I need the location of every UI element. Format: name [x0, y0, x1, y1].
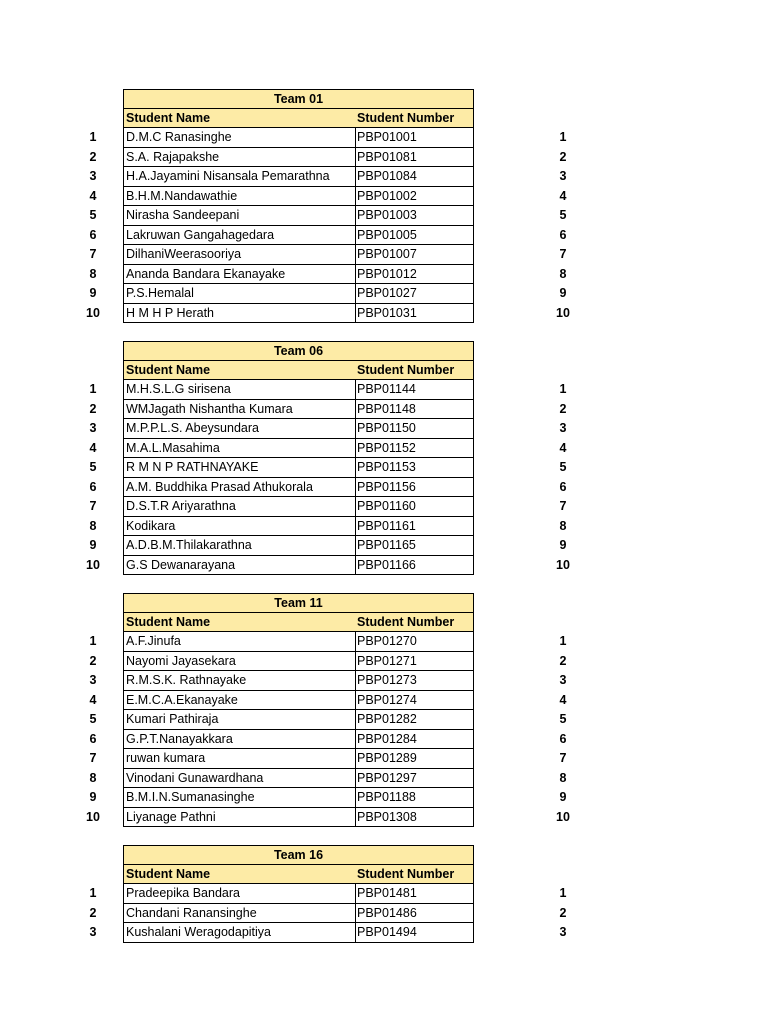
table-row	[0, 128, 768, 148]
student-number-cell[interactable]: PBP01270	[355, 632, 474, 652]
row-index-left[interactable]: 1	[89, 886, 97, 900]
row-index-left[interactable]: 3	[89, 169, 97, 183]
row-index-right[interactable]: 3	[559, 673, 567, 687]
row-index-right[interactable]: 2	[559, 653, 567, 668]
row-index-right[interactable]: 3	[559, 925, 567, 939]
student-name-cell[interactable]: G.P.T.Nanayakkara	[123, 730, 356, 750]
student-number-cell[interactable]: PBP01308	[355, 808, 474, 828]
student-name-cell[interactable]: G.S Dewanarayana	[123, 556, 356, 576]
table-row	[0, 400, 768, 420]
team-title-row	[0, 341, 768, 361]
header-row	[0, 865, 768, 885]
team-title[interactable]: Team 11	[123, 593, 474, 613]
student-name-cell[interactable]: WMJagath Nishantha Kumara	[123, 400, 356, 420]
row-index-right[interactable]: 9	[559, 790, 567, 804]
row-index-left[interactable]: 10	[86, 557, 100, 572]
student-number-cell[interactable]: PBP01165	[355, 536, 474, 556]
team-title-row	[0, 845, 768, 865]
student-name-header[interactable]: Student Name	[123, 865, 356, 885]
row-index-right[interactable]: 8	[559, 266, 567, 281]
row-index-right[interactable]: 4	[559, 440, 567, 455]
table-row	[0, 167, 768, 187]
team-title[interactable]: Team 01	[123, 89, 474, 109]
student-number-cell[interactable]: PBP01494	[355, 923, 474, 943]
student-name-cell[interactable]: M.H.S.L.G sirisena	[123, 380, 356, 400]
row-index-right[interactable]: 1	[559, 130, 567, 144]
student-number-cell[interactable]: PBP01007	[355, 245, 474, 265]
row-index-right[interactable]: 1	[559, 382, 567, 396]
student-name-cell[interactable]: M.P.P.L.S. Abeysundara	[123, 419, 356, 439]
row-index-left[interactable]: 1	[89, 130, 97, 144]
row-index-left[interactable]: 5	[89, 208, 97, 222]
row-index-left[interactable]: 8	[89, 266, 97, 281]
student-number-cell[interactable]: PBP01148	[355, 400, 474, 420]
table-row	[0, 652, 768, 672]
student-number-cell[interactable]: PBP01166	[355, 556, 474, 576]
team-table	[0, 341, 768, 575]
row-index-right[interactable]: 1	[559, 886, 567, 900]
table-row	[0, 478, 768, 498]
student-number-cell[interactable]: PBP01273	[355, 671, 474, 691]
row-index-right[interactable]: 9	[559, 286, 567, 300]
row-index-left[interactable]: 5	[89, 460, 97, 474]
student-number-cell[interactable]: PBP01005	[355, 226, 474, 246]
student-name-header[interactable]: Student Name	[123, 109, 356, 129]
team-title-row	[0, 593, 768, 613]
row-index-left[interactable]: 1	[89, 634, 97, 648]
row-index-right[interactable]: 6	[559, 227, 567, 242]
row-index-right[interactable]: 3	[559, 169, 567, 183]
table-row	[0, 380, 768, 400]
row-index-left[interactable]: 3	[89, 925, 97, 939]
row-index-left[interactable]: 4	[89, 188, 97, 203]
student-name-cell[interactable]: M.A.L.Masahima	[123, 439, 356, 459]
row-index-right[interactable]: 10	[556, 305, 570, 320]
table-row	[0, 439, 768, 459]
table-row	[0, 148, 768, 168]
team-title[interactable]: Team 06	[123, 341, 474, 361]
student-number-header[interactable]: Student Number	[355, 109, 474, 129]
student-name-cell[interactable]: Lakruwan Gangahagedara	[123, 226, 356, 246]
row-index-right[interactable]: 1	[559, 634, 567, 648]
row-index-left[interactable]: 9	[89, 286, 97, 300]
row-index-left[interactable]: 2	[89, 401, 97, 416]
student-name-cell[interactable]: DilhaniWeerasooriya	[123, 245, 356, 265]
student-name-cell[interactable]: S.A. Rajapakshe	[123, 148, 356, 168]
table-row	[0, 769, 768, 789]
student-name-cell[interactable]: Pradeepika Bandara	[123, 884, 356, 904]
row-index-left[interactable]: 7	[89, 247, 97, 261]
row-index-left[interactable]: 3	[89, 673, 97, 687]
student-name-cell[interactable]: Kodikara	[123, 517, 356, 537]
table-row	[0, 419, 768, 439]
row-index-right[interactable]: 4	[559, 692, 567, 707]
student-name-cell[interactable]: Kumari Pathiraja	[123, 710, 356, 730]
student-number-cell[interactable]: PBP01001	[355, 128, 474, 148]
row-index-left[interactable]: 6	[89, 479, 97, 494]
student-name-cell[interactable]: R.M.S.K. Rathnayake	[123, 671, 356, 691]
table-row	[0, 749, 768, 769]
row-index-right[interactable]: 2	[559, 149, 567, 164]
table-row	[0, 497, 768, 517]
student-name-header[interactable]: Student Name	[123, 361, 356, 381]
student-name-cell[interactable]: Vinodani Gunawardhana	[123, 769, 356, 789]
row-index-left[interactable]: 6	[89, 731, 97, 746]
student-name-cell[interactable]: ruwan kumara	[123, 749, 356, 769]
row-index-right[interactable]: 2	[559, 905, 567, 920]
team-title[interactable]: Team 16	[123, 845, 474, 865]
row-index-left[interactable]: 5	[89, 712, 97, 726]
row-index-right[interactable]: 7	[559, 247, 567, 261]
student-number-cell[interactable]: PBP01289	[355, 749, 474, 769]
student-number-header[interactable]: Student Number	[355, 613, 474, 633]
row-index-right[interactable]: 8	[559, 518, 567, 533]
table-row	[0, 556, 768, 576]
student-number-cell[interactable]: PBP01144	[355, 380, 474, 400]
header-row	[0, 109, 768, 129]
table-row	[0, 923, 768, 943]
row-index-right[interactable]: 2	[559, 401, 567, 416]
team-table	[0, 89, 768, 323]
student-number-cell[interactable]: PBP01161	[355, 517, 474, 537]
row-index-left[interactable]: 7	[89, 499, 97, 513]
table-row	[0, 458, 768, 478]
student-name-cell[interactable]: Kushalani Weragodapitiya	[123, 923, 356, 943]
team-title-row	[0, 89, 768, 109]
row-index-right[interactable]: 5	[559, 208, 567, 222]
student-number-cell[interactable]: PBP01160	[355, 497, 474, 517]
table-row	[0, 187, 768, 207]
student-name-cell[interactable]: Nayomi Jayasekara	[123, 652, 356, 672]
table-row	[0, 632, 768, 652]
student-name-cell[interactable]: A.D.B.M.Thilakarathna	[123, 536, 356, 556]
row-index-right[interactable]: 10	[556, 809, 570, 824]
student-name-cell[interactable]: A.F.Jinufa	[123, 632, 356, 652]
student-number-cell[interactable]: PBP01486	[355, 904, 474, 924]
student-name-cell[interactable]: R M N P RATHNAYAKE	[123, 458, 356, 478]
student-number-cell[interactable]: PBP01003	[355, 206, 474, 226]
student-number-cell[interactable]: PBP01031	[355, 304, 474, 324]
row-index-right[interactable]: 6	[559, 479, 567, 494]
table-row	[0, 904, 768, 924]
row-index-left[interactable]: 8	[89, 518, 97, 533]
student-name-cell[interactable]: H.A.Jayamini Nisansala Pemarathna	[123, 167, 356, 187]
student-number-cell[interactable]: PBP01012	[355, 265, 474, 285]
row-index-left[interactable]: 10	[86, 809, 100, 824]
row-index-left[interactable]: 9	[89, 790, 97, 804]
row-index-left[interactable]: 1	[89, 382, 97, 396]
row-index-left[interactable]: 2	[89, 905, 97, 920]
row-index-right[interactable]: 5	[559, 460, 567, 474]
row-index-left[interactable]: 10	[86, 305, 100, 320]
student-name-cell[interactable]: D.S.T.R Ariyarathna	[123, 497, 356, 517]
student-number-cell[interactable]: PBP01156	[355, 478, 474, 498]
student-name-header[interactable]: Student Name	[123, 613, 356, 633]
table-row	[0, 206, 768, 226]
row-index-left[interactable]: 8	[89, 770, 97, 785]
header-row	[0, 361, 768, 381]
student-number-header[interactable]: Student Number	[355, 865, 474, 885]
row-index-right[interactable]: 5	[559, 712, 567, 726]
student-number-cell[interactable]: PBP01297	[355, 769, 474, 789]
student-name-cell[interactable]: D.M.C Ranasinghe	[123, 128, 356, 148]
table-row	[0, 517, 768, 537]
team-table	[0, 593, 768, 827]
student-number-cell[interactable]: PBP01150	[355, 419, 474, 439]
student-number-cell[interactable]: PBP01274	[355, 691, 474, 711]
row-index-left[interactable]: 9	[89, 538, 97, 552]
student-number-cell[interactable]: PBP01027	[355, 284, 474, 304]
row-index-right[interactable]: 9	[559, 538, 567, 552]
student-name-cell[interactable]: A.M. Buddhika Prasad Athukorala	[123, 478, 356, 498]
table-row	[0, 284, 768, 304]
team-table	[0, 845, 768, 943]
table-row	[0, 265, 768, 285]
row-index-right[interactable]: 8	[559, 770, 567, 785]
student-name-cell[interactable]: B.M.I.N.Sumanasinghe	[123, 788, 356, 808]
row-index-right[interactable]: 3	[559, 421, 567, 435]
row-index-right[interactable]: 10	[556, 557, 570, 572]
row-index-left[interactable]: 2	[89, 653, 97, 668]
table-row	[0, 671, 768, 691]
row-index-right[interactable]: 4	[559, 188, 567, 203]
student-name-cell[interactable]: Chandani Ranansinghe	[123, 904, 356, 924]
student-name-cell[interactable]: Nirasha Sandeepani	[123, 206, 356, 226]
student-number-cell[interactable]: PBP01002	[355, 187, 474, 207]
student-number-cell[interactable]: PBP01153	[355, 458, 474, 478]
table-row	[0, 730, 768, 750]
student-number-cell[interactable]: PBP01152	[355, 439, 474, 459]
row-index-right[interactable]: 6	[559, 731, 567, 746]
student-number-cell[interactable]: PBP01284	[355, 730, 474, 750]
table-row	[0, 304, 768, 324]
table-row	[0, 245, 768, 265]
row-index-right[interactable]: 7	[559, 499, 567, 513]
table-row	[0, 884, 768, 904]
student-number-cell[interactable]: PBP01188	[355, 788, 474, 808]
row-index-right[interactable]: 7	[559, 751, 567, 765]
table-row	[0, 536, 768, 556]
row-index-left[interactable]: 6	[89, 227, 97, 242]
row-index-left[interactable]: 2	[89, 149, 97, 164]
student-number-cell[interactable]: PBP01271	[355, 652, 474, 672]
table-row	[0, 788, 768, 808]
student-name-cell[interactable]: Liyanage Pathni	[123, 808, 356, 828]
row-index-left[interactable]: 4	[89, 692, 97, 707]
student-number-cell[interactable]: PBP01282	[355, 710, 474, 730]
row-index-left[interactable]: 3	[89, 421, 97, 435]
student-name-cell[interactable]: E.M.C.A.Ekanayake	[123, 691, 356, 711]
student-number-cell[interactable]: PBP01081	[355, 148, 474, 168]
table-row	[0, 226, 768, 246]
student-number-cell[interactable]: PBP01084	[355, 167, 474, 187]
table-row	[0, 691, 768, 711]
table-row	[0, 710, 768, 730]
row-index-left[interactable]: 4	[89, 440, 97, 455]
student-name-cell[interactable]: B.H.M.Nandawathie	[123, 187, 356, 207]
student-number-cell[interactable]: PBP01481	[355, 884, 474, 904]
student-number-header[interactable]: Student Number	[355, 361, 474, 381]
table-row	[0, 808, 768, 828]
student-name-cell[interactable]: P.S.Hemalal	[123, 284, 356, 304]
student-name-cell[interactable]: Ananda Bandara Ekanayake	[123, 265, 356, 285]
header-row	[0, 613, 768, 633]
student-name-cell[interactable]: H M H P Herath	[123, 304, 356, 324]
row-index-left[interactable]: 7	[89, 751, 97, 765]
